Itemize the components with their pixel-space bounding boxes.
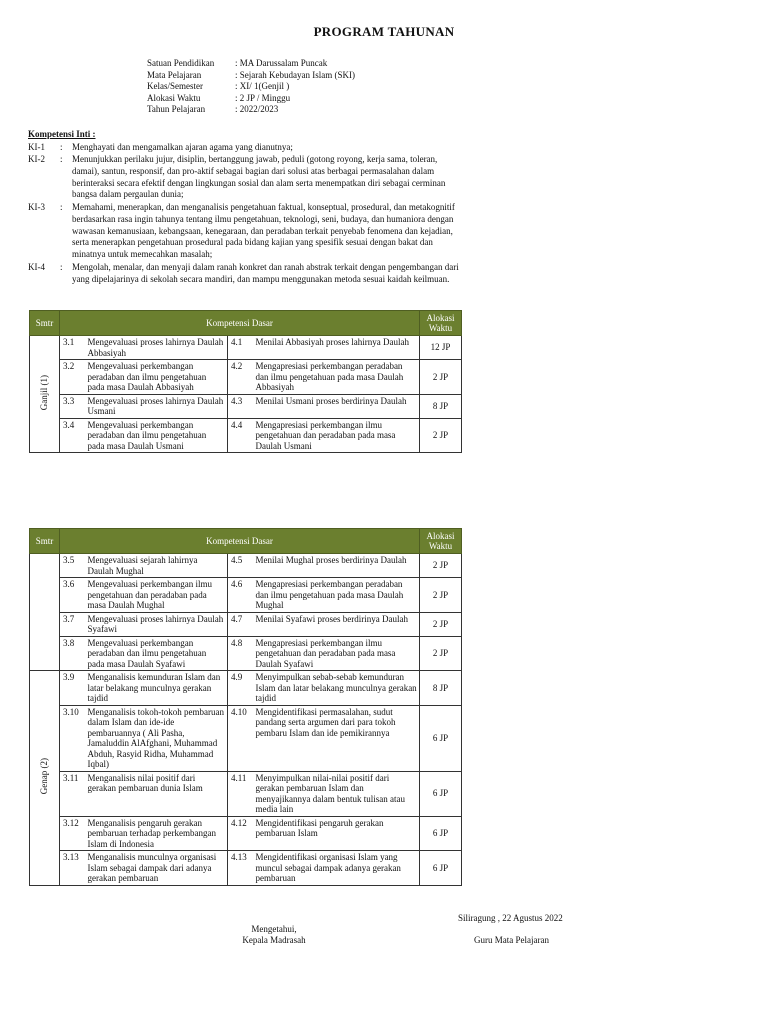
page-title: PROGRAM TAHUNAN (313, 24, 455, 39)
alokasi-waktu: 6 JP (420, 771, 462, 816)
ki-text: Menunjukkan perilaku jujur, disiplin, bertanggung jawab, peduli (gotong royong, kerja sama, toleran, damai), santun, responsif, dan pro-aktif sebagai bagian dari solusi atas berbagai permasalahan dalam berinteraksi secara efektif dengan lingkungan sosial dan alam serta menempatkan diri sebagai cerminan bangsa dalam pergaulan dunia; (72, 154, 446, 200)
kd4-text: Menyimpulkan sebab-sebab kemunduran Islam dan latar belakang munculnya gerakan tajdid (254, 671, 420, 706)
kd4-text: Mengidentifikasi organisasi Islam yang muncul sebagai dampak adanya gerakan pembaruan (254, 851, 420, 886)
table-row (30, 816, 462, 851)
kd4-number: 4.8 (228, 636, 254, 671)
identity-block (147, 58, 355, 116)
ki-code: KI-1 (28, 142, 45, 152)
kd3-text: Mengevaluasi perkembangan peradaban dan ilmu pengetahuan pada masa Daulah Abbasiyah (86, 360, 228, 395)
kd4-number: 4.4 (228, 418, 254, 453)
table-row (30, 771, 462, 816)
kd3-text: Mengevaluasi perkembangan peradaban dan ilmu pengetahuan pada masa Daulah Usmani (86, 418, 228, 453)
kd3-text: Mengevaluasi perkembangan ilmu pengetahuan dan peradaban pada masa Daulah Mughal (86, 578, 228, 613)
identity-value: : Sejarah Kebudayan Islam (SKI) (235, 69, 355, 80)
identity-label: Kelas/Semester (147, 81, 203, 91)
identity-label: Mata Pelajaran (147, 69, 202, 80)
kd4-text: Mengapresiasi perkembangan peradaban dan ilmu pengetahuan pada masa Daulah Abbasiyah (254, 360, 420, 395)
table-row (30, 360, 462, 395)
table-row (30, 636, 462, 671)
kd3-number: 3.5 (60, 554, 86, 578)
identity-value: : MA Darussalam Puncak (235, 58, 328, 68)
kd4-text: Menilai Mughal proses berdirinya Daulah (254, 554, 420, 578)
kd4-text: Menyimpulkan nilai-nilai positif dari gerakan pembaruan Islam dan menyajikannya dalam bentuk tulisan atau media lain (254, 771, 420, 816)
ki-code: KI-3 (28, 202, 45, 212)
kd3-text: Menganalisis munculnya organisasi Islam sebagai dampak dari adanya gerakan pembaruan (86, 851, 228, 886)
kd4-text: Mengapresiasi perkembangan ilmu pengetahuan dan peradaban pada masa Daulah Usmani (254, 418, 420, 453)
kd4-number: 4.6 (228, 578, 254, 613)
kd4-number: 4.10 (228, 705, 254, 771)
ki-item (28, 154, 460, 201)
kd3-number: 3.9 (60, 671, 86, 706)
alokasi-waktu: 2 JP (420, 578, 462, 613)
kd4-number: 4.11 (228, 771, 254, 816)
alokasi-waktu: 2 JP (420, 360, 462, 395)
kd4-number: 4.9 (228, 671, 254, 706)
identity-row (147, 70, 355, 82)
kd3-number: 3.7 (60, 612, 86, 636)
identity-row (147, 81, 355, 93)
ki-item (28, 262, 460, 286)
kd4-text: Menilai Usmani proses berdirinya Daulah (254, 394, 420, 418)
ki-text: Menghayati dan mengamalkan ajaran agama yang dianutnya; (72, 142, 293, 152)
identity-value: : XI/ 1(Genjil ) (235, 81, 290, 91)
ki-colon: : (60, 154, 63, 164)
kd-table-semester-1 (29, 310, 462, 453)
header-smtr: Smtr (30, 529, 60, 554)
alokasi-waktu: 6 JP (420, 705, 462, 771)
kd4-number: 4.5 (228, 554, 254, 578)
table-row (30, 336, 462, 360)
semester-cell (30, 671, 60, 886)
kd3-number: 3.6 (60, 578, 86, 613)
kd4-text: Mengidentifikasi pengaruh gerakan pembaruan Islam (254, 816, 420, 851)
kd4-text: Mengapresiasi perkembangan ilmu pengetahuan dan peradaban pada masa Daulah Syafawi (254, 636, 420, 671)
table-row (30, 705, 462, 771)
identity-label: Alokasi Waktu (147, 92, 201, 103)
kd3-text: Menganalisis pengaruh gerakan pembaruan terhadap perkembangan Islam di Indonesia (86, 816, 228, 851)
header-smtr: Smtr (30, 311, 60, 336)
kd4-text: Mengapresiasi perkembangan peradaban dan ilmu pengetahuan pada masa Daulah Mughal (254, 578, 420, 613)
alokasi-waktu: 8 JP (420, 394, 462, 418)
ki-text: Memahami, menerapkan, dan menganalisis pengetahuan faktual, konseptual, prosedural, dan metakognitif berdasarkan rasa ingin tahunya tentang ilmu pengetahuan, teknologi, seni, budaya, dan humaniora dengan wawasan kemanusiaan, kebangsaan, kenegaraan, dan peradaban terkait penyebab fenomena dan kejadian, serta menerapkan pengetahuan prosedural pada bidang kajian yang spesifik sesuai dengan bakat dan minatnya untuk memecahkan masalah; (72, 202, 455, 260)
alokasi-waktu: 2 JP (420, 554, 462, 578)
semester-label: Genap (2) (39, 758, 50, 795)
identity-row (147, 104, 355, 116)
alokasi-waktu: 12 JP (420, 336, 462, 360)
approval-label: Mengetahui, (251, 924, 297, 934)
table-header-row (30, 529, 462, 554)
table-row (30, 554, 462, 578)
alokasi-waktu: 2 JP (420, 612, 462, 636)
table-row (30, 418, 462, 453)
table-row (30, 578, 462, 613)
alokasi-waktu: 6 JP (420, 816, 462, 851)
kd3-text: Mengevaluasi perkembangan peradaban dan ilmu pengetahuan pada masa Daulah Syafawi (86, 636, 228, 671)
kd-table-semester-2 (29, 528, 462, 886)
kd3-text: Menganalisis nilai positif dari gerakan pembaruan dunia Islam (86, 771, 228, 816)
kd4-number: 4.2 (228, 360, 254, 395)
kd3-text: Mengevaluasi proses lahirnya Daulah Usmani (86, 394, 228, 418)
alokasi-waktu: 2 JP (420, 418, 462, 453)
kd3-number: 3.12 (60, 816, 86, 851)
kd3-number: 3.10 (60, 705, 86, 771)
kd4-text: Menilai Abbasiyah proses lahirnya Daulah (254, 336, 420, 360)
ki-item (28, 202, 460, 261)
identity-value: : 2 JP / Minggu (235, 92, 291, 103)
kd4-text: Mengidentifikasi permasalahan, sudut pandang serta argumen dari para tokoh pembaru Islam dan ide pemikirannya (254, 705, 420, 771)
kd3-number: 3.11 (60, 771, 86, 816)
kd4-number: 4.12 (228, 816, 254, 851)
ki-colon: : (60, 142, 63, 152)
ki-item (28, 142, 460, 154)
identity-row (147, 58, 355, 70)
identity-label: Tahun Pelajaran (147, 104, 206, 114)
kd3-number: 3.4 (60, 418, 86, 453)
ki-colon: : (60, 262, 63, 272)
ki-colon: : (60, 202, 63, 212)
header-alokasi-waktu: Alokasi Waktu (420, 529, 462, 554)
table-row (30, 394, 462, 418)
semester-cell (30, 336, 60, 453)
header-kompetensi-dasar: Kompetensi Dasar (60, 529, 420, 554)
kd4-number: 4.3 (228, 394, 254, 418)
teacher-label: Guru Mata Pelajaran (474, 935, 549, 945)
kd3-number: 3.1 (60, 336, 86, 360)
kd4-number: 4.7 (228, 612, 254, 636)
identity-row (147, 93, 355, 105)
header-alokasi-waktu: Alokasi Waktu (420, 311, 462, 336)
headmaster-label: Kepala Madrasah (242, 935, 306, 945)
ki-text: Mengolah, menalar, dan menyaji dalam ranah konkret dan ranah abstrak terkait dengan pengembangan dari yang dipelajarinya di sekolah secara mandiri, dan mampu menggunakan metoda sesuai kaidah keilmuan. (72, 262, 459, 284)
kd3-text: Mengevaluasi proses lahirnya Daulah Abbasiyah (86, 336, 228, 360)
header-kompetensi-dasar: Kompetensi Dasar (60, 311, 420, 336)
table-header-row (30, 311, 462, 336)
alokasi-waktu: 6 JP (420, 851, 462, 886)
identity-value: : 2022/2023 (235, 104, 279, 114)
kd3-text: Menganalisis kemunduran Islam dan latar belakang munculnya gerakan tajdid (86, 671, 228, 706)
kd4-number: 4.1 (228, 336, 254, 360)
identity-label: Satuan Pendidikan (147, 58, 215, 68)
kd3-text: Mengevaluasi proses lahirnya Daulah Syafawi (86, 612, 228, 636)
place-date: Siliragung , 22 Agustus 2022 (458, 913, 563, 923)
ki-code: KI-2 (28, 154, 45, 164)
semester-cell-empty (30, 554, 60, 671)
table-row (30, 612, 462, 636)
alokasi-waktu: 8 JP (420, 671, 462, 706)
semester-label: Ganjil (1) (39, 375, 50, 411)
kd3-number: 3.3 (60, 394, 86, 418)
kd4-text: Menilai Syafawi proses berdirinya Daulah (254, 612, 420, 636)
alokasi-waktu: 2 JP (420, 636, 462, 671)
kd3-text: Menganalisis tokoh-tokoh pembaruan dalam Islam dan ide-ide pembaruannya ( Ali Pasha, Jamaluddin AlAfghani, Muhammad Abduh, Rasyid Ridha, Muhammad Iqbal) (86, 705, 228, 771)
kd3-number: 3.8 (60, 636, 86, 671)
kd3-text: Mengevaluasi sejarah lahirnya Daulah Mughal (86, 554, 228, 578)
ki-heading: Kompetensi Inti : (28, 129, 96, 139)
table-row (30, 851, 462, 886)
kd3-number: 3.13 (60, 851, 86, 886)
kd3-number: 3.2 (60, 360, 86, 395)
ki-code: KI-4 (28, 262, 45, 272)
table-row (30, 671, 462, 706)
kd4-number: 4.13 (228, 851, 254, 886)
